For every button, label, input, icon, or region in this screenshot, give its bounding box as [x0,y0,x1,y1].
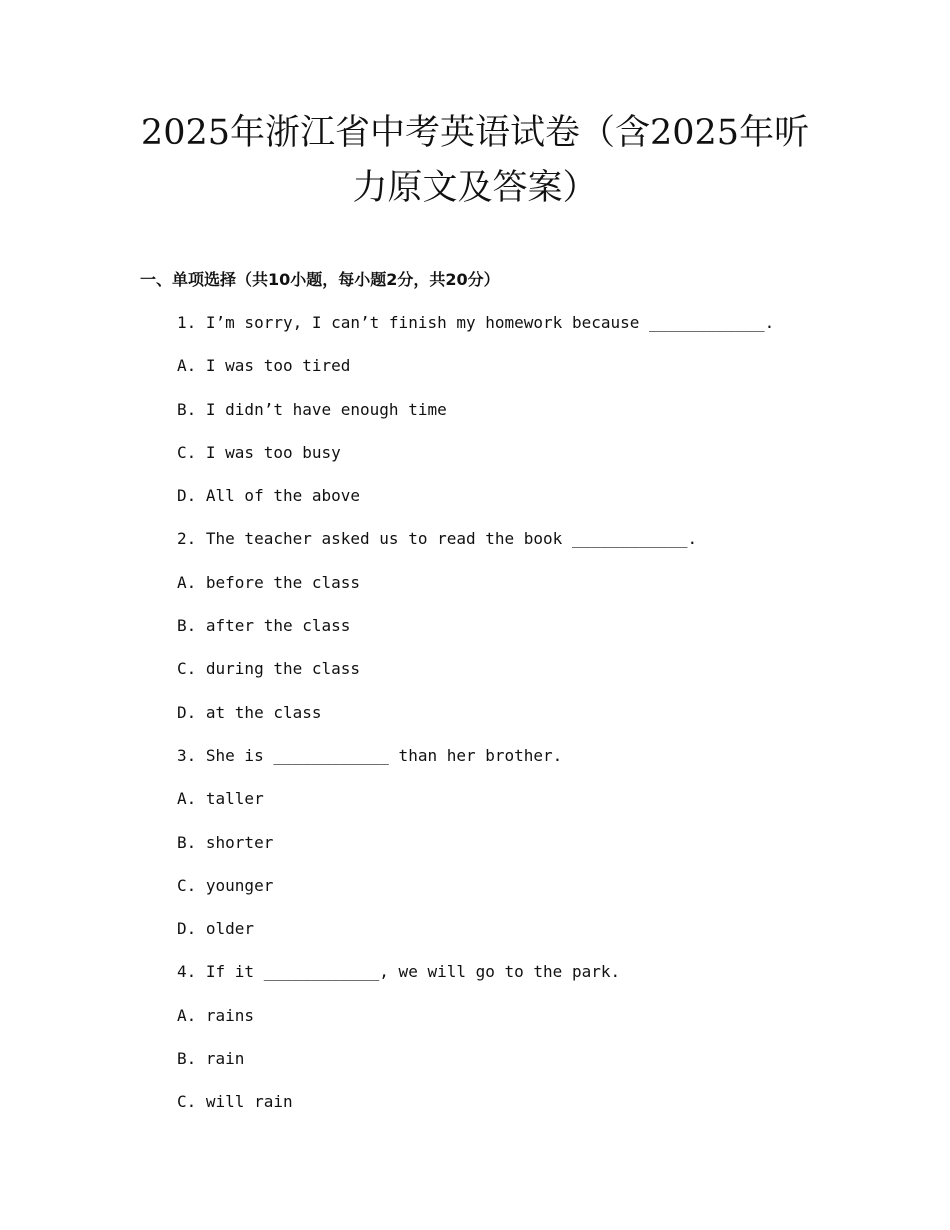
option-d: D. All of the above [177,486,361,506]
section-heading-single-choice: 一、单项选择（共10小题，每小题2分，共20分） [140,270,500,289]
option-d: D. older [177,919,255,939]
question-1 [177,308,877,524]
document-title-line-1: 2025年浙江省中考英语试卷（含2025年听 [140,113,810,153]
document-title-line-2: 力原文及答案） [352,168,598,208]
option-a: A. I was too tired [177,356,351,376]
option-a: A. taller [177,789,264,809]
option-b: B. rain [177,1049,245,1069]
option-c: C. during the class [177,659,361,679]
option-b: B. after the class [177,616,351,636]
option-a: A. rains [177,1005,255,1025]
option-c: C. I was too busy [177,442,341,462]
question-3 [177,741,877,957]
option-c: C. younger [177,875,274,895]
option-b: B. I didn’t have enough time [177,399,447,419]
question-stem: 4. If it ____________, we will go to the park. [177,962,621,982]
option-d: D. at the class [177,702,322,722]
question-4 [177,957,877,1130]
question-stem: 2. The teacher asked us to read the book ____________. [177,529,698,549]
option-a: A. before the class [177,572,361,592]
question-stem: 3. She is ____________ than her brother. [177,745,563,765]
question-stem: 1. I’m sorry, I can’t finish my homework because ____________. [177,313,775,332]
option-c: C. will rain [177,1092,293,1112]
question-2 [177,524,877,740]
question-list [177,308,877,1131]
option-b: B. shorter [177,832,274,852]
